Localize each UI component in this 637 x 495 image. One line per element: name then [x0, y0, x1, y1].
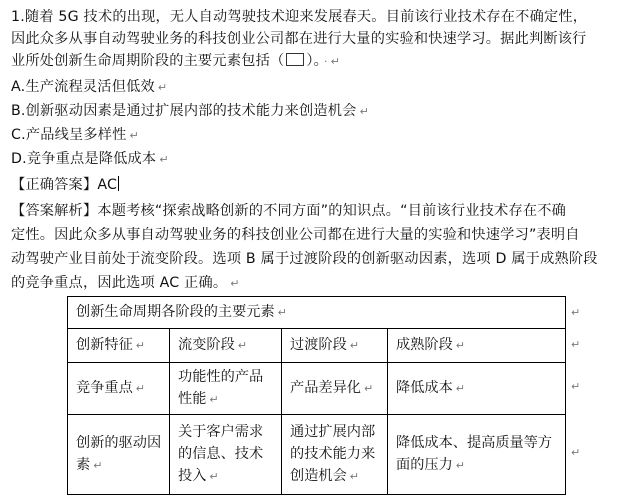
table-title: 创新生命周期各阶段的主要元素 ↵	[68, 297, 566, 329]
header-cell: 创新特征 ↵	[68, 329, 170, 363]
table-cell: 竞争重点 ↵	[68, 363, 170, 415]
answer-value: AC	[97, 177, 118, 193]
table-cell: 创新的驱动因素 ↵	[68, 415, 170, 495]
lifecycle-table	[67, 296, 566, 495]
row-end-mark: ↵	[571, 380, 581, 393]
option-a: A.生产流程灵活但低效 ↵	[11, 79, 168, 95]
answer-blank[interactable]	[286, 53, 304, 66]
row-end-mark: ↵	[571, 338, 581, 351]
paragraph-mark: ↵	[359, 105, 369, 118]
table-row	[68, 415, 566, 495]
question-line-2: 因此众多从事自动驾驶业务的科技创业公司都在进行大量的实验和快速学习。据此判断该行	[11, 31, 587, 47]
table-cell: 功能性的产品性能 ↵	[170, 363, 282, 415]
option-c: C.产品线呈多样性 ↵	[11, 127, 139, 143]
correct-answer: 【正确答案】AC	[11, 177, 118, 193]
option-d: D.竞争重点是降低成本 ↵	[11, 151, 169, 167]
paragraph-mark: ↵	[330, 55, 341, 68]
table-header-row	[68, 329, 566, 363]
table-cell: 通过扩展内部的技术能力来创造机会 ↵	[282, 415, 388, 495]
analysis-line-3: 动驾驶产业目前处于流变阶段。选项 B 属于过渡阶段的创新驱动因素，选项 D 属于成熟阶段	[11, 251, 598, 267]
row-end-mark: ↵	[571, 446, 581, 459]
header-cell: 过渡阶段 ↵	[282, 329, 388, 363]
option-b: B.创新驱动因素是通过扩展内部的技术能力来创造机会 ↵	[11, 103, 369, 119]
header-cell: 成熟阶段 ↵	[388, 329, 566, 363]
table-cell: 产品差异化 ↵	[282, 363, 388, 415]
analysis-line-1: 【答案解析】本题考核“探索战略创新的不同方面”的知识点。“目前该行业技术存在不确	[11, 203, 566, 219]
table-cell: 降低成本 ↵	[388, 363, 566, 415]
question-line-1: 1.随着 5G 技术的出现，无人自动驾驶技术迎来发展春天。目前该行业技术存在不确定性，	[11, 9, 588, 25]
analysis-line-2: 定性。因此众多从事自动驾驶业务的科技创业公司都在进行大量的实验和快速学习”表明自	[11, 227, 580, 243]
table-cell: 降低成本、提高质量等方面的压力 ↵	[388, 415, 566, 495]
paragraph-mark: ↵	[157, 81, 168, 94]
question-line-3: 业所处创新生命周期阶段的主要元素包括（ ）。 · ↵	[11, 53, 341, 69]
header-cell: 流变阶段 ↵	[170, 329, 282, 363]
paragraph-mark: ↵	[159, 153, 169, 166]
paragraph-mark: ↵	[129, 129, 139, 142]
space-mark: ·	[323, 55, 328, 68]
table-row	[68, 363, 566, 415]
analysis-line-4: 的竞争重点，因此选项 AC 正确。 ↵	[11, 275, 240, 291]
table-title-row	[68, 297, 566, 329]
text-cursor	[118, 176, 119, 191]
table-cell: 关于客户需求的信息、技术投入 ↵	[170, 415, 282, 495]
paragraph-mark: ↵	[230, 277, 240, 290]
row-end-mark: ↵	[571, 306, 581, 319]
paragraph-mark: ↵	[277, 306, 287, 319]
